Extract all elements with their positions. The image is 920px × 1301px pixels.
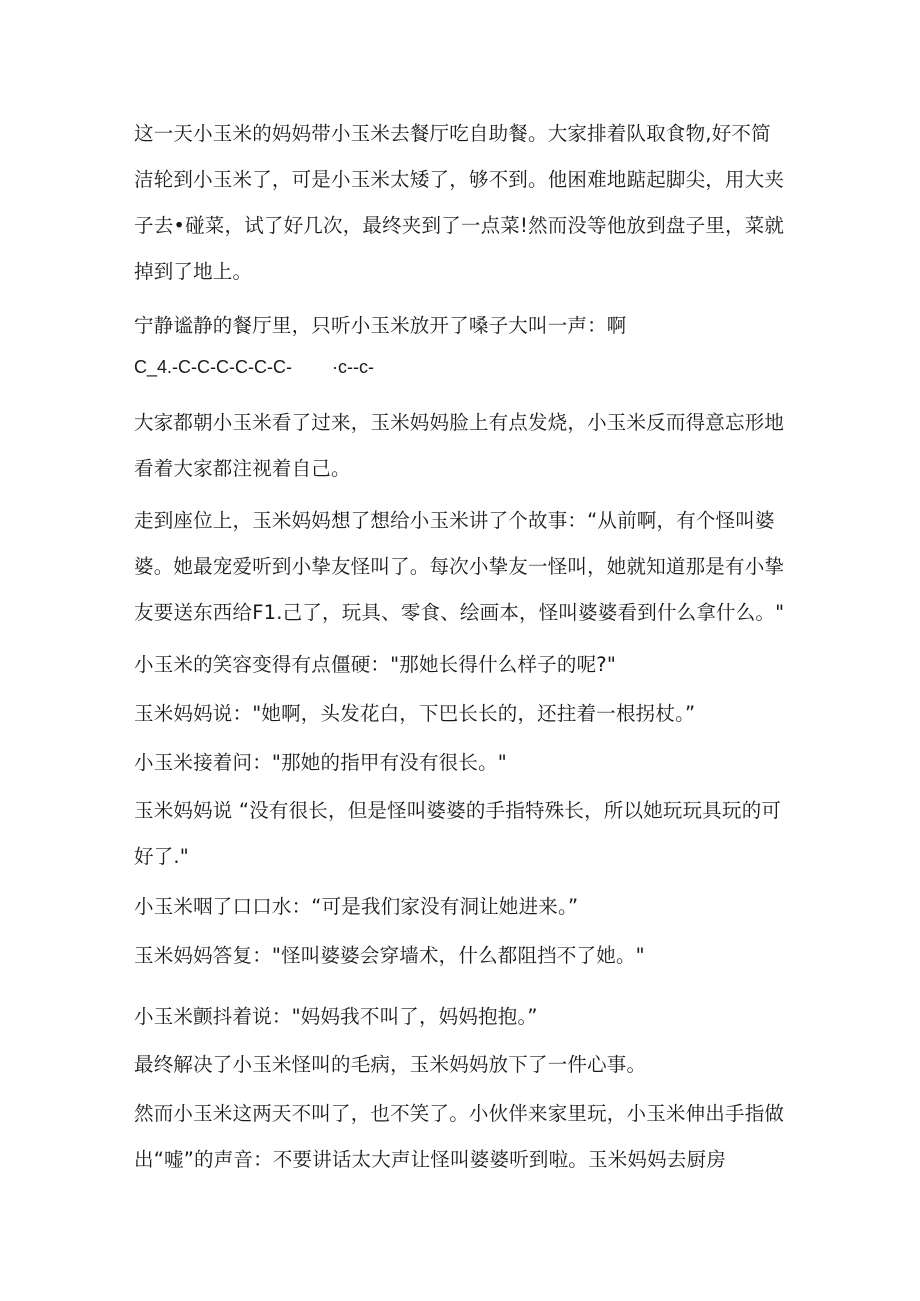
- paragraph-shh: 然而小玉米这两天不叫了，也不笑了。小伙伴来家里玩，小玉米伸出手指做出“嘘”的声音：不要讲话太大声让怪叫婆婆听到啦。玉米妈妈去厨房: [134, 1102, 785, 1171]
- garbled-text-line: C_4.-C-C-C-C-C-C- ·c--c-: [134, 357, 374, 377]
- paragraph-what-looks-like: 小玉米的笑容变得有点僵硬："那她长得什么样子的呢?": [134, 653, 616, 676]
- paragraph-long-fingers: 玉米妈妈说 “没有很长，但是怪叫婆婆的手指特殊长，所以她玩玩具玩的可好了.": [134, 799, 782, 868]
- paragraph-grey-hair: 玉米妈妈说："她啊，头发花白，下巴长长的，还拄着一根拐杖。”: [134, 702, 696, 725]
- paragraph-no-hole: 小玉米咽了口口水：“可是我们家没有洞让她进来。”: [134, 895, 579, 918]
- paragraph-problem-solved: 最终解决了小玉米怪叫的毛病，玉米妈妈放下了一件心事。: [134, 1053, 647, 1076]
- paragraph-buffet-scene: 这一天小玉米的妈妈带小玉米去餐厅吃自助餐。大家排着队取食物,好不简洁轮到小玉米了，可是小玉米太矮了，够不到。他困难地踮起脚尖，用大夹子去•碰菜，试了好几次，最终夹到了一点菜!然而没等他放到盘子里，菜就掉到了地上。: [134, 122, 785, 283]
- paragraph-story-begins: 走到座位上，玉米妈妈想了想给小玉米讲了个故事：“从前啊，有个怪叫婆婆。她最宠爱听到小挚友怪叫了。每次小挚友一怪叫，她就知道那是有小挚友要送东西给F1.己了，玩具、零食、绘画本，怪叫婆婆看到什么拿什么。": [134, 509, 785, 624]
- paragraph-loud-shout: 宁静谧静的餐厅里，只听小玉米放开了嗓子大叫一声：啊: [134, 314, 627, 337]
- paragraph-trembling: 小玉米颤抖着说："妈妈我不叫了，妈妈抱抱。”: [134, 1005, 538, 1028]
- paragraph-walk-through-walls: 玉米妈妈答复："怪叫婆婆会穿墙术，什么都阻挡不了她。": [134, 944, 645, 967]
- paragraph-nails: 小玉米接着问："那她的指甲有没有很长。": [134, 751, 507, 774]
- paragraph-everyone-looks: 大家都朝小玉米看了过来，玉米妈妈脸上有点发烧，小玉米反而得意忘形地看着大家都注视着自己。: [134, 411, 785, 480]
